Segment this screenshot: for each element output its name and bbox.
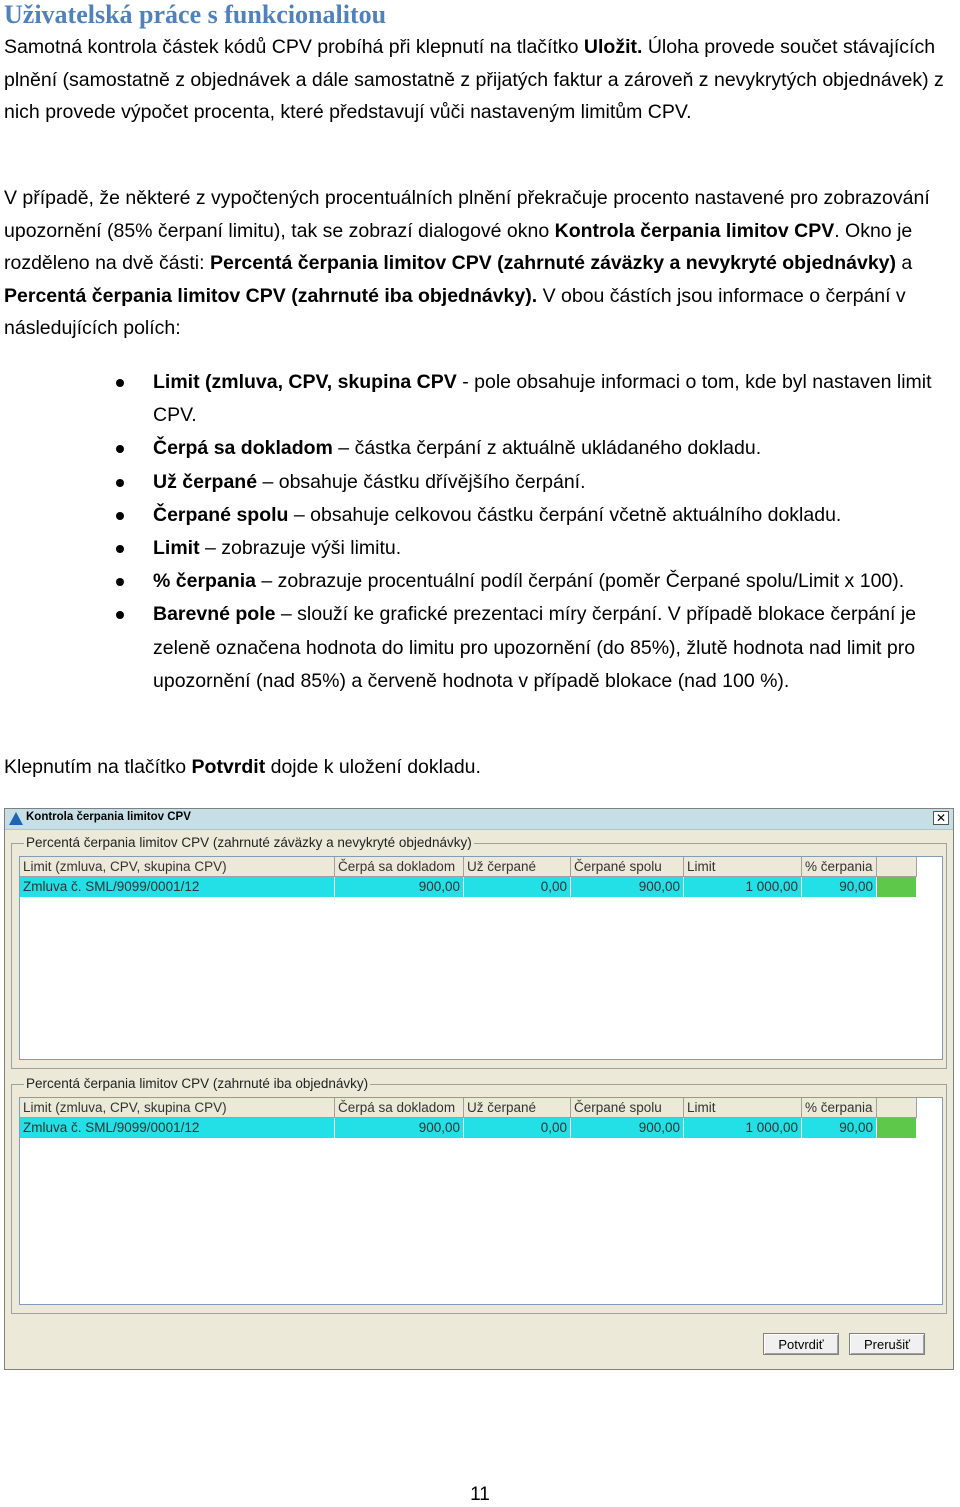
close-icon[interactable]: ✕ bbox=[933, 811, 949, 825]
text: a bbox=[896, 252, 913, 275]
cell-color-bar bbox=[877, 1118, 917, 1138]
bold-text: Uložit. bbox=[583, 36, 643, 58]
cell-current: 900,00 bbox=[335, 1118, 464, 1138]
list-item bbox=[0, 598, 950, 698]
data-grid[interactable] bbox=[19, 856, 943, 1060]
description: pole obsahuje informaci o tom, kde byl nastaven limit CPV. bbox=[153, 371, 932, 427]
bullet-icon bbox=[116, 611, 124, 619]
list-item bbox=[0, 499, 950, 532]
description: zobrazuje procentuální podíl čerpání (poměr Čerpané spolu/Limit x 100). bbox=[277, 570, 905, 593]
table-row[interactable] bbox=[20, 1118, 917, 1138]
list-item bbox=[0, 366, 950, 432]
dialog-title: Kontrola čerpania limitov CPV bbox=[26, 811, 191, 823]
bullet-icon bbox=[116, 445, 124, 453]
separator: – bbox=[255, 570, 278, 593]
column-header-limit[interactable]: Limit bbox=[684, 1098, 802, 1118]
separator: – bbox=[199, 537, 222, 560]
cell-limit-source: Zmluva č. SML/9099/0001/12 bbox=[20, 1118, 335, 1138]
cell-used: 0,00 bbox=[464, 877, 571, 897]
limit-check-dialog bbox=[4, 808, 954, 1370]
cell-used: 0,00 bbox=[464, 1118, 571, 1138]
list-item bbox=[0, 466, 950, 499]
list-item bbox=[0, 565, 950, 598]
data-grid[interactable] bbox=[19, 1097, 943, 1305]
text: dojde k uložení dokladu. bbox=[265, 756, 481, 778]
term: Limit (zmluva, CPV, skupina CPV bbox=[153, 371, 457, 393]
column-header-limit-source[interactable]: Limit (zmluva, CPV, skupina CPV) bbox=[20, 1098, 335, 1118]
column-header-percent[interactable]: % čerpania bbox=[802, 1098, 877, 1118]
text: V případě, že některé z vypočtených procentuálních plnění překračuje procento nastavené pro zobrazování upozornění (85% čerpaní limitu), tak se zobrazí dialogové okno bbox=[4, 187, 930, 242]
cell-percent: 90,00 bbox=[802, 877, 877, 897]
term: Limit bbox=[153, 537, 200, 560]
bullet-icon bbox=[116, 578, 124, 586]
page-number: 11 bbox=[470, 1484, 490, 1505]
column-header-total[interactable]: Čerpané spolu bbox=[571, 857, 684, 877]
group-legend: Percentá čerpania limitov CPV (zahrnuté záväzky a nevykryté objednávky) bbox=[26, 835, 472, 850]
term: Už čerpané bbox=[153, 470, 258, 493]
text: Samotná kontrola částek kódů CPV probíhá při klepnutí na tlačítko bbox=[4, 36, 584, 58]
term: Čerpá sa dokladom bbox=[153, 437, 333, 460]
dialog-paragraph bbox=[4, 182, 954, 345]
bullet-icon bbox=[116, 545, 124, 553]
bold-text: Percentá čerpania limitov CPV (zahrnuté záväzky a nevykryté objednávky) bbox=[209, 252, 897, 275]
separator: – bbox=[332, 437, 355, 460]
column-header-current[interactable]: Čerpá sa dokladom bbox=[335, 1098, 464, 1118]
page-heading: Uživatelská práce s funkcionalitou bbox=[4, 0, 387, 29]
column-header-percent[interactable]: % čerpania bbox=[802, 857, 877, 877]
description: zobrazuje výši limitu. bbox=[221, 537, 402, 560]
cell-color-bar bbox=[877, 877, 917, 897]
group-legend: Percentá čerpania limitov CPV (zahrnuté iba objednávky) bbox=[26, 1076, 369, 1091]
cell-limit: 1 000,00 bbox=[684, 1118, 802, 1138]
column-header-used[interactable]: Už čerpané bbox=[464, 857, 571, 877]
description: obsahuje celkovou částku čerpání včetně aktuálního dokladu. bbox=[310, 503, 842, 526]
grid-header bbox=[20, 857, 917, 877]
list-item bbox=[0, 532, 950, 565]
separator: – bbox=[257, 470, 279, 493]
app-icon bbox=[9, 812, 23, 825]
field-list bbox=[0, 366, 950, 698]
group-commitments bbox=[11, 835, 947, 1069]
cell-limit-source: Zmluva č. SML/9099/0001/12 bbox=[20, 877, 335, 897]
bold-text: Percentá čerpania limitov CPV (zahrnuté iba objednávky). bbox=[4, 284, 538, 307]
description: slouží ke grafické prezentaci míry čerpání. V případě blokace čerpání je zeleně označena hodnota do limitu pro upozornění (do 85%), žlutě hodnota nad limit pro upozornění (nad 85%) a červeně hodnota v případě blokace (nad 100 %). bbox=[153, 603, 917, 692]
column-header-limit[interactable]: Limit bbox=[684, 857, 802, 877]
bullet-icon bbox=[116, 379, 124, 387]
bold-text: Kontrola čerpania limitov CPV bbox=[554, 219, 835, 242]
term: Barevné pole bbox=[153, 603, 276, 626]
separator: – bbox=[288, 503, 311, 526]
text: Úloha provede součet stávajících plnění (samostatně z objednávek a dále samostatně z přijatých faktur a zároveň z nevykrytých objednávek) z nich provede výpočet procenta, které představují vůči nastaveným limitům CPV. bbox=[4, 36, 944, 124]
bullet-icon bbox=[116, 479, 124, 487]
column-header-current[interactable]: Čerpá sa dokladom bbox=[335, 857, 464, 877]
cell-current: 900,00 bbox=[335, 877, 464, 897]
description: obsahuje částku dřívějšího čerpání. bbox=[278, 470, 586, 493]
list-item bbox=[0, 432, 950, 465]
column-header-limit-source[interactable]: Limit (zmluva, CPV, skupina CPV) bbox=[20, 857, 335, 877]
grid-header bbox=[20, 1098, 917, 1118]
term: Čerpané spolu bbox=[153, 503, 289, 526]
separator: - bbox=[456, 371, 475, 393]
term: % čerpania bbox=[153, 570, 256, 593]
intro-paragraph bbox=[4, 31, 954, 129]
table-row[interactable] bbox=[20, 877, 917, 897]
cell-limit: 1 000,00 bbox=[684, 877, 802, 897]
bullet-icon bbox=[116, 512, 124, 520]
cancel-button[interactable]: Prerušiť bbox=[849, 1333, 925, 1355]
text: Klepnutím na tlačítko bbox=[4, 756, 192, 778]
bold-text: Potvrdit bbox=[191, 756, 266, 778]
text: V obou částích jsou informace o čerpání v následujících polích: bbox=[4, 284, 906, 340]
dialog-titlebar[interactable] bbox=[5, 809, 953, 830]
confirm-paragraph bbox=[4, 751, 954, 784]
separator: – bbox=[275, 603, 298, 626]
cell-percent: 90,00 bbox=[802, 1118, 877, 1138]
column-header-bar bbox=[877, 857, 917, 877]
column-header-total[interactable]: Čerpané spolu bbox=[571, 1098, 684, 1118]
cell-total: 900,00 bbox=[571, 1118, 684, 1138]
description: částka čerpání z aktuálně ukládaného dokladu. bbox=[354, 437, 762, 460]
column-header-used[interactable]: Už čerpané bbox=[464, 1098, 571, 1118]
cell-total: 900,00 bbox=[571, 877, 684, 897]
group-orders bbox=[11, 1076, 947, 1314]
text: . Okno je rozděleno na dvě části: bbox=[4, 219, 913, 275]
confirm-button[interactable]: Potvrdiť bbox=[763, 1333, 839, 1355]
column-header-bar bbox=[877, 1098, 917, 1118]
